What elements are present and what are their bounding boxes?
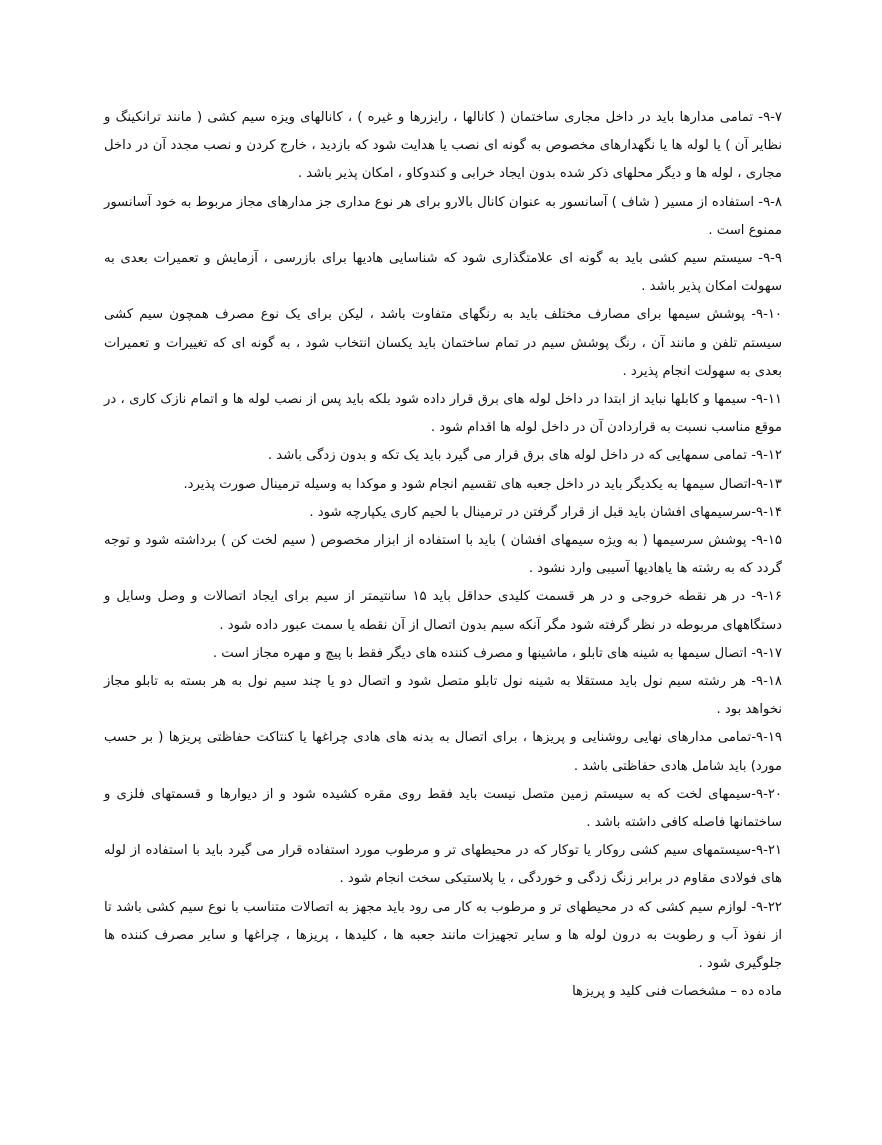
clause-9-8: ۹-۸- استفاده از مسیر ( شاف ) آسانسور به عنوان کانال بالارو برای هر نوع مداری جز مدارهای مجاز مربوط به خود آسانسور ممنوع است . (104, 194, 782, 238)
clause-9-20: ۹-۲۰-سیمهای لخت که به سیستم زمین متصل نیست باید فقط روی مقره کشیده شود و از دیوارها و قسمتهای فلزی و ساختمانها فاصله کافی داشته باشد . (104, 786, 782, 831)
section-heading: ماده ده – مشخصات فنی کلید و پریزها (572, 984, 782, 1000)
clause-9-22: ۹-۲۲- لوازم سیم کشی که در محیطهای تر و مرطوب به کار می رود باید مجهز به اتصالات متناسب با نوع سیم کشی باشد تا از نفوذ آب و رطوبت به درون لوله ها و سایر تجهیزات مانند جعبه ها ، کلیدها ، پریزها ، چراغها و سایر مصرف کننده ها جلوگیری شود . (104, 899, 782, 972)
clause-9-9: ۹-۹- سیستم سیم کشی باید به گونه ای علامتگذاری شود که شناسایی هادیها برای بازرسی ، آزمایش و تعمیرات بعدی به سهولت امکان پذیر باشد . (104, 251, 782, 295)
clause-9-21: ۹-۲۱-سیستمهای سیم کشی روکار یا توکار که در محیطهای تر و مرطوب مورد استفاده قرار می گیرد باید با استفاده از لوله های فولادی مقاوم در برابر زنگ زدگی و خوردگی ، یا پلاستیکی سخت انجام شود . (104, 843, 782, 887)
document-page (104, 104, 782, 1007)
clause-9-7: ۹-۷- تمامی مدارها باید در داخل مجاری ساختمان ( کانالها ، رایزرها و غیره ) ، کانالهای ویزه سیم کشی ( مانند ترانکینگ و نظایر آن ) یا لوله ها یا نگهدارهای مخصوص به گونه ای نصب یا هدایت شود که بازدید ، خارج کردن و نصب مجدد آن در داخل مجاری ، لوله ها و دیگر محلهای ذکر شده بدون ایجاد خرابی و کندوکاو ، امکان پذیر باشد . (104, 110, 782, 182)
clause-9-12: ۹-۱۲- تمامی سمهایی که در داخل لوله های برق قرار می گیرد باید یک تکه و بدون زدگی باشد . (267, 448, 782, 464)
clause-9-11: ۹-۱۱- سیمها و کابلها نباید از ابتدا در داخل لوله های برق قرار داده شود بلکه باید پس از نصب لوله ها و اتمام نازک کاری ، در موقع مناسب نسبت به قراردادن آن در داخل لوله ها اقدام شود . (104, 392, 782, 436)
clause-9-18: ۹-۱۸- هر رشته سیم نول باید مستقلا به شینه نول تابلو متصل شود و اتصال دو یا چند سیم نول به هر بسته به تابلو مجاز نخواهد بود . (104, 674, 782, 718)
clause-9-17: ۹-۱۷- اتصال سیمها به شینه های تابلو ، ماشینها و مصرف کننده های دیگر فقط با پیچ و مهره مجاز است . (212, 645, 782, 661)
clause-9-13: ۹-۱۳-اتصال سیمها به یکدیگر باید در داخل جعبه های تقسیم انجام شود و موکدا به وسیله ترمینال صورت پذیرد. (183, 476, 782, 492)
clause-9-16: ۹-۱۶- در هر نقطه خروجی و در هر قسمت کلیدی حداقل باید ۱۵ سانتیمتر از سیم برای ایجاد اتصالات و وصل وسایل و دستگاههای مربوطه در نظر گرفته شود مگر آنکه سیم بدون اتصال از آن نقطه یا سمت عبور داده شود . (104, 589, 782, 633)
clause-9-14: ۹-۱۴-سرسیمهای افشان باید قبل از قرار گرفتن در ترمینال با لحیم کاری یکپارچه شود . (309, 504, 782, 520)
clause-9-19: ۹-۱۹-تمامی مدارهای نهایی روشنایی و پریزها ، برای اتصال به بدنه های هادی چراغها یا کنتاکت حفاظتی پریزها ( بر حسب مورد) باید شامل هادی حفاظتی باشد . (104, 730, 782, 774)
clause-9-15: ۹-۱۵- پوشش سرسیمها ( به ویژه سیمهای افشان ) باید با استفاده از ابزار مخصوص ( سیم لخت کن ) برداشته شود و توجه گردد که به رشته ها یاهادیها آسیبی وارد نشود . (104, 533, 782, 577)
clause-9-10: ۹-۱۰- پوشش سیمها برای مصارف مختلف باید به رنگهای متفاوت باشد ، لیکن برای یک نوع مصرف همچون سیم کشی سیستم تلفن و مانند آن ، رنگ پوشش سیم در تمام ساختمان باید یکسان انتخاب شود ، به گونه ای که تغییرات و تعمیرات بعدی به سهولت انجام پذیرد . (104, 307, 782, 379)
